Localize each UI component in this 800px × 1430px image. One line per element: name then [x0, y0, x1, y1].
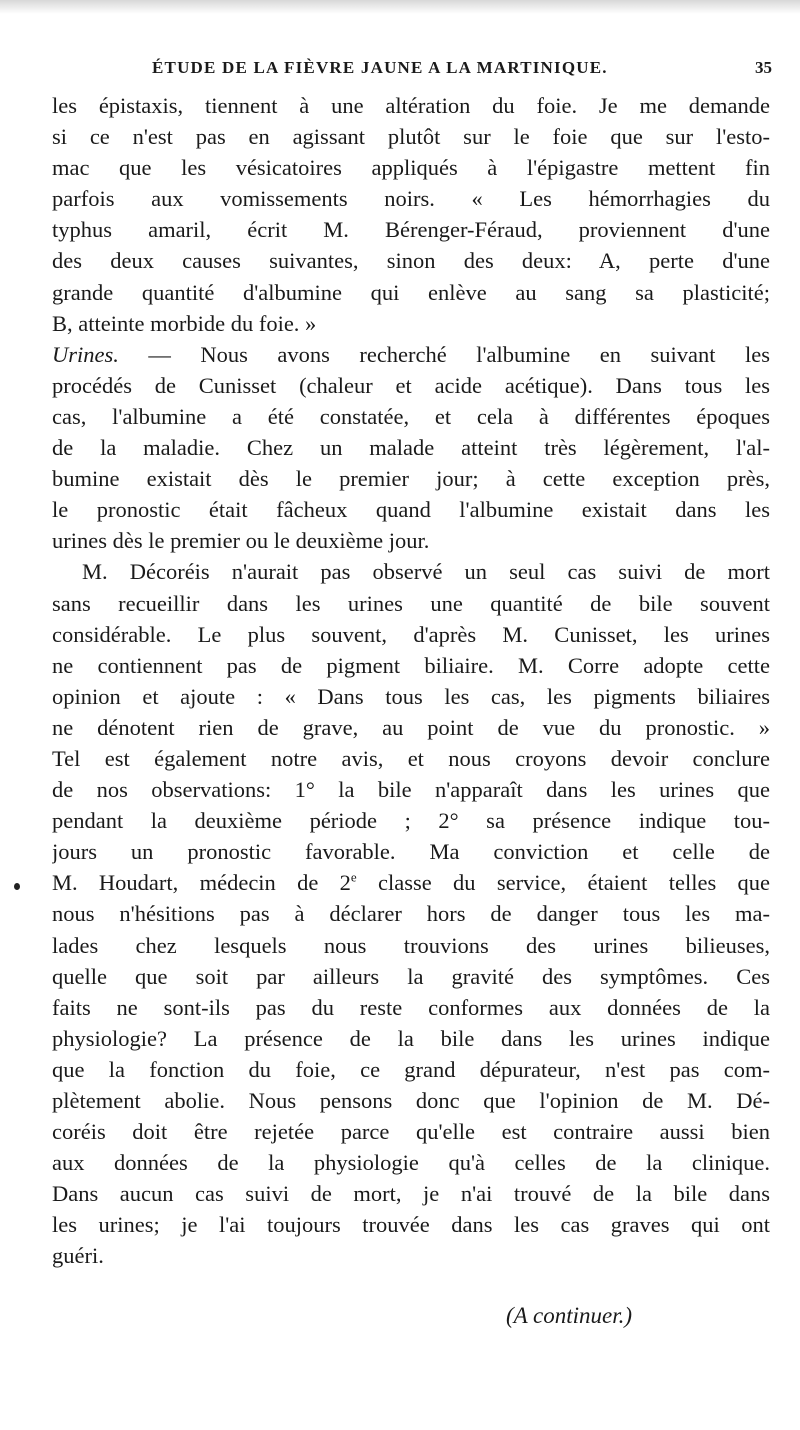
running-title: ÉTUDE DE LA FIÈVRE JAUNE A LA MARTINIQUE. — [152, 58, 608, 77]
text-line: jours un pronostic favorable. Ma conviction et celle de — [52, 839, 770, 865]
text-line: Tel est également notre avis, et nous croyons devoir conclure — [52, 745, 770, 771]
text-line: bumine existait dès le premier jour; à cette exception près, — [52, 466, 770, 492]
text-line: de nos observations: 1° la bile n'apparaît dans les urines que — [52, 777, 770, 803]
body-text — [52, 90, 770, 1272]
text-line: procédés de Cunisset (chaleur et acide acétique). Dans tous les — [52, 372, 770, 398]
text-line: B, atteinte morbide du foie. » — [52, 310, 317, 336]
houdart-post: classe du service, étaient telles que — [356, 870, 770, 896]
text-line: M. Décoréis n'aurait pas observé un seul cas suivi de mort — [82, 559, 770, 585]
text-line: faits ne sont-ils pas du reste conformes aux données de la — [52, 994, 770, 1020]
text-line-urines — [52, 339, 770, 370]
text-line: urines dès le premier ou le deuxième jour. — [52, 528, 430, 554]
text-line: coréis doit être rejetée parce qu'elle est contraire aussi bien — [52, 1119, 770, 1145]
houdart-pre: M. Houdart, médecin de 2 — [52, 870, 351, 896]
text-line: opinion et ajoute : « Dans tous les cas, les pigments biliaires — [52, 683, 770, 709]
section-label-urines: Urines. — [52, 341, 119, 367]
page-number: 35 — [755, 58, 772, 77]
text-line: quelle que soit par ailleurs la gravité des symptômes. Ces — [52, 963, 770, 989]
text-line: physiologie? La présence de la bile dans les urines indique — [52, 1025, 770, 1051]
running-head — [52, 58, 772, 88]
text-line: guéri. — [52, 1243, 104, 1269]
text-line-houdart — [52, 867, 770, 898]
text-line: parfois aux vomissements noirs. « Les hémorrhagies du — [52, 186, 770, 212]
text-line: sans recueillir dans les urines une quantité de bile souvent — [52, 590, 770, 616]
text-line: des deux causes suivantes, sinon des deux: A, perte d'une — [52, 248, 770, 274]
text-line: considérable. Le plus souvent, d'après M. Cunisset, les urines — [52, 621, 770, 647]
text-line: Dans aucun cas suivi de mort, je n'ai trouvé de la bile dans — [52, 1181, 770, 1207]
text-line: ne dénotent rien de grave, au point de vue du pronostic. » — [52, 714, 770, 740]
text-line: si ce n'est pas en agissant plutôt sur le foie que sur l'esto- — [52, 124, 770, 150]
margin-mark — [14, 883, 20, 890]
text-line: cas, l'albumine a été constatée, et cela à différentes époques — [52, 403, 770, 429]
text-line: que la fonction du foie, ce grand dépurateur, n'est pas com- — [52, 1056, 770, 1082]
text-line: lades chez lesquels nous trouvions des urines bilieuses, — [52, 932, 770, 958]
page-top-edge — [0, 0, 800, 14]
text-line: de la maladie. Chez un malade atteint très légèrement, l'al- — [52, 435, 770, 461]
text-line: grande quantité d'albumine qui enlève au sang sa plasticité; — [52, 279, 770, 305]
houdart-superscript: e — [350, 869, 357, 885]
continuation-note: (A continuer.) — [506, 1303, 633, 1328]
urines-line-rest: — Nous avons recherché l'albumine en suivant les — [118, 341, 770, 367]
text-line: pendant la deuxième période ; 2° sa présence indique tou- — [52, 808, 770, 834]
text-line: les épistaxis, tiennent à une altération du foie. Je me demande — [52, 93, 770, 118]
text-line: plètement abolie. Nous pensons donc que l'opinion de M. Dé- — [52, 1088, 770, 1113]
text-line: nous n'hésitions pas à déclarer hors de danger tous les ma- — [52, 901, 770, 927]
text-line: ne contiennent pas de pigment biliaire. M. Corre adopte cette — [52, 652, 770, 678]
text-line: les urines; je l'ai toujours trouvée dans les cas graves qui ont — [52, 1212, 770, 1238]
text-line: typhus amaril, écrit M. Bérenger-Féraud, proviennent d'une — [52, 217, 770, 243]
text-line: le pronostic était fâcheux quand l'albumine existait dans les — [52, 497, 770, 523]
text-line: mac que les vésicatoires appliqués à l'épigastre mettent fin — [52, 155, 770, 181]
text-line: aux données de la physiologie qu'à celles de la clinique. — [52, 1150, 770, 1176]
